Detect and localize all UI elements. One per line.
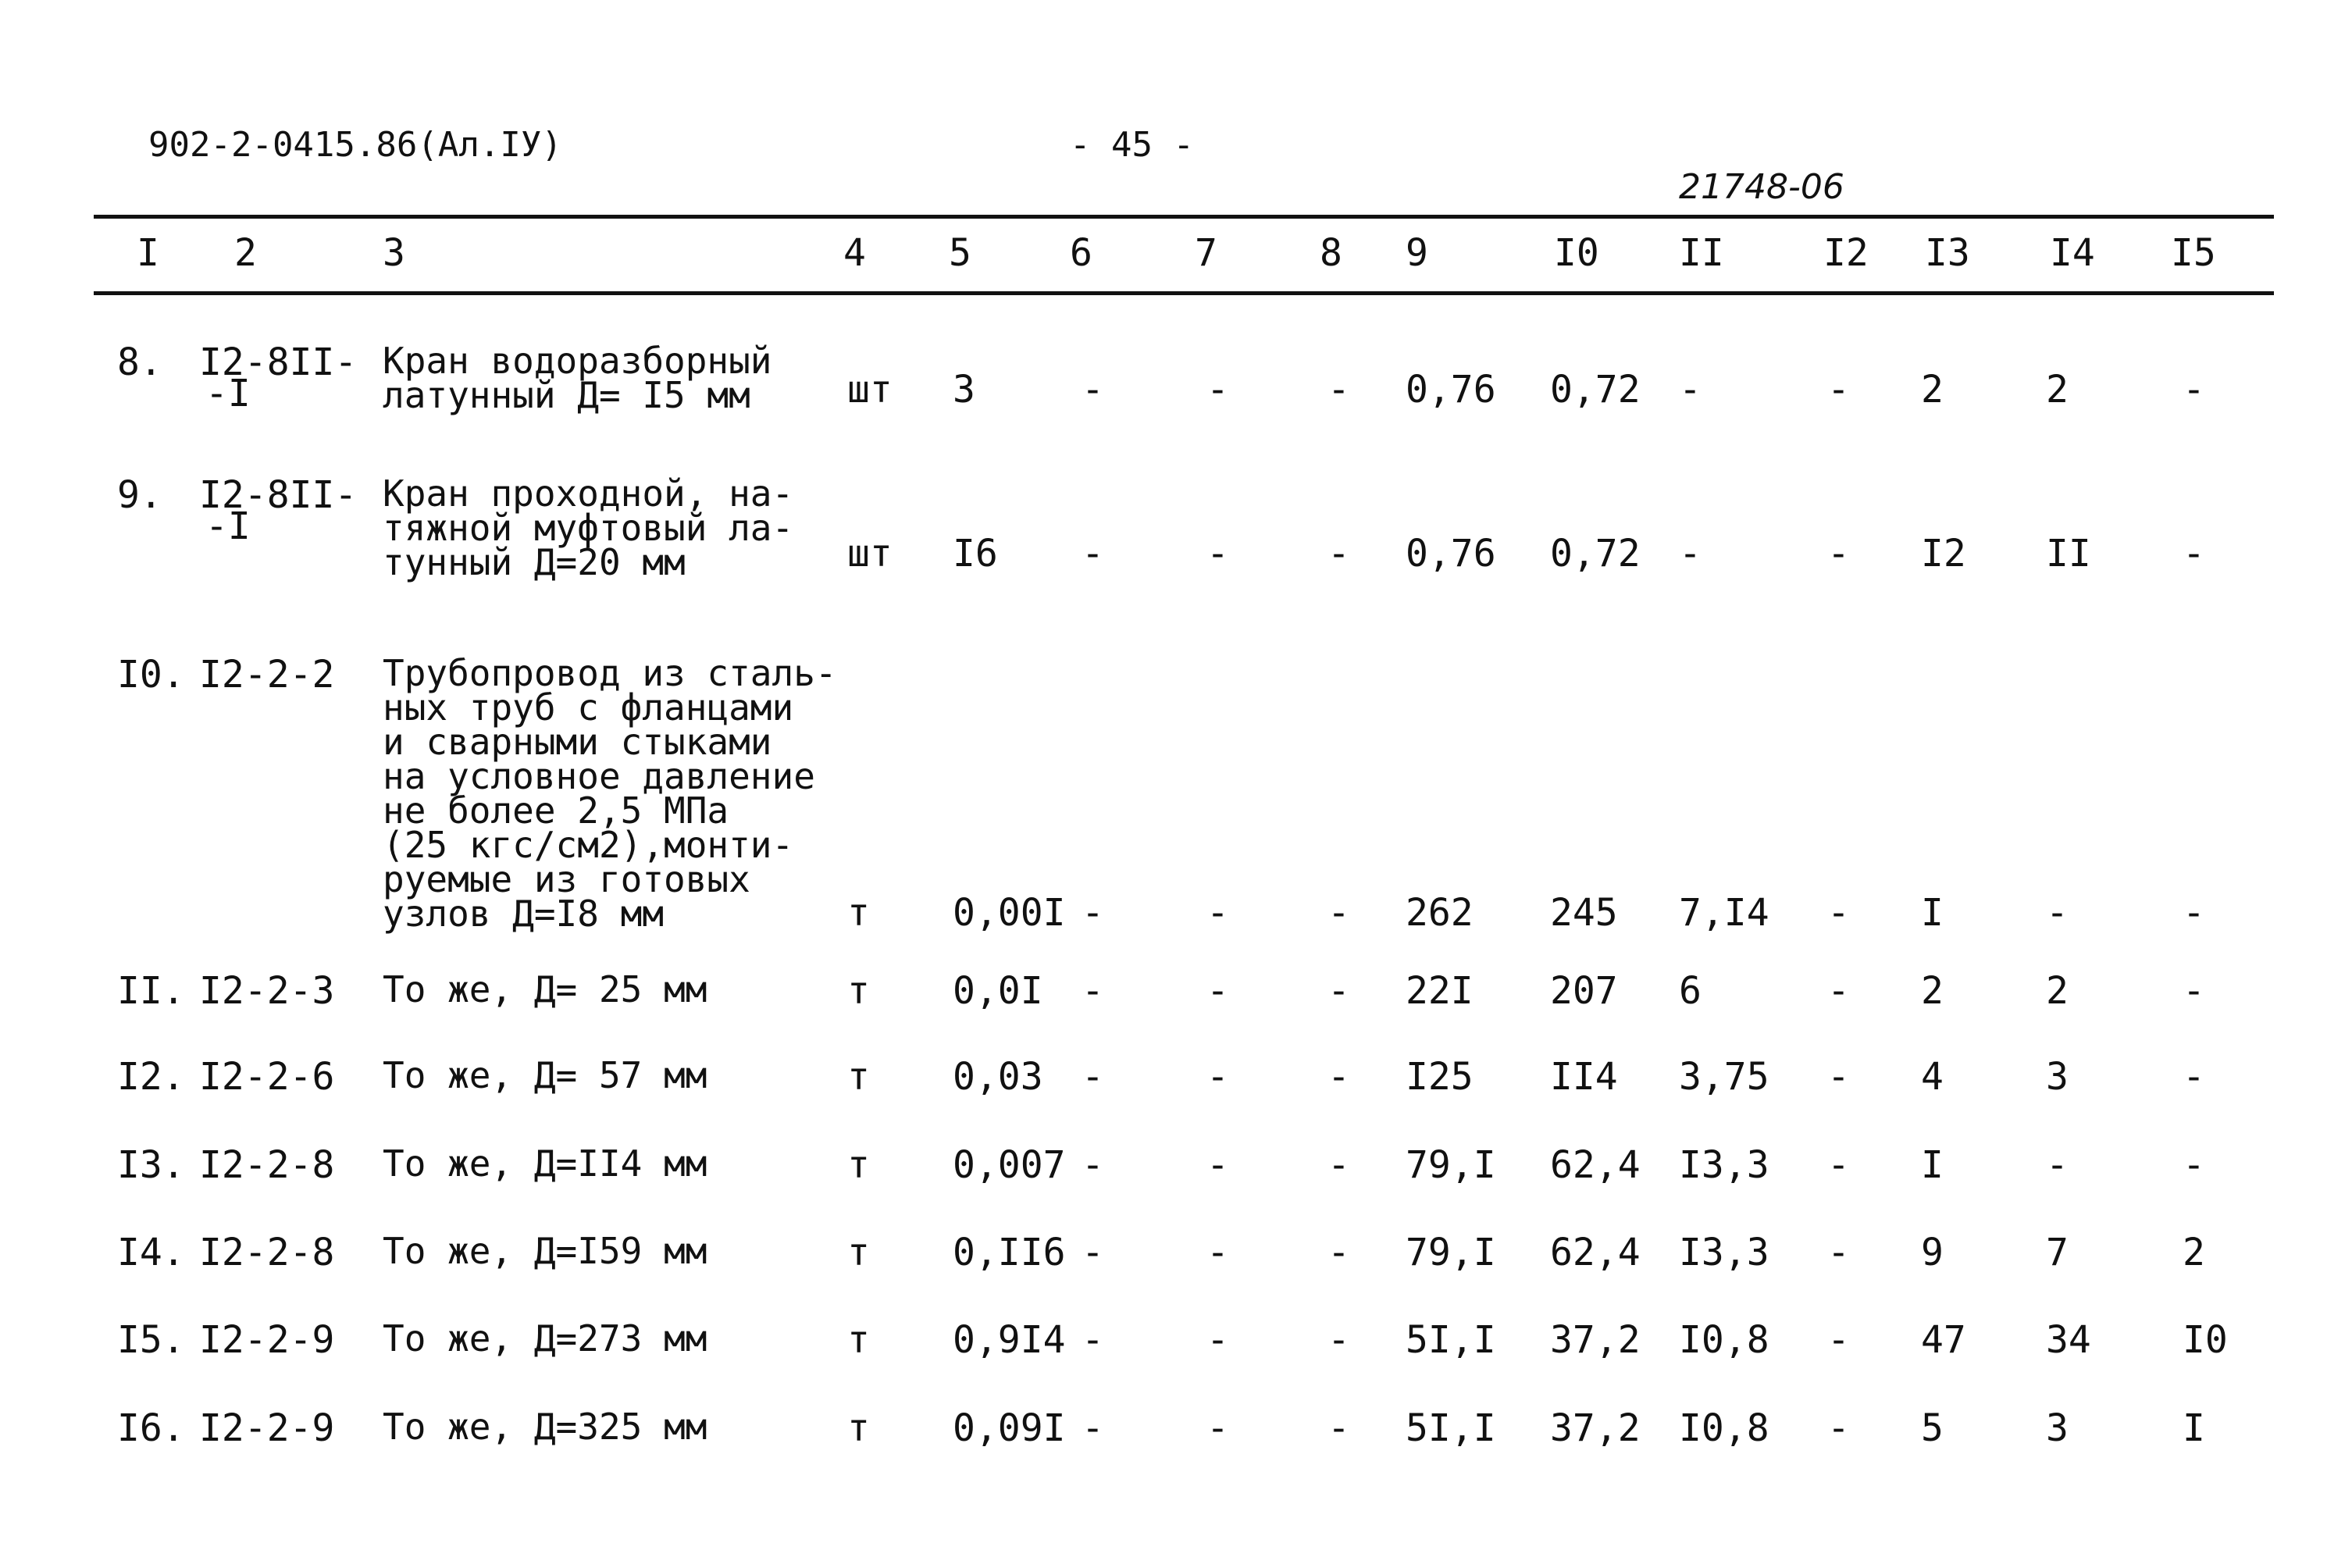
cell-no: 8. <box>117 340 162 384</box>
cell-c9: I25 <box>1406 1055 1474 1099</box>
cell-c5: 0,09I <box>953 1406 1066 1450</box>
cell-code: I2-2-2 <box>199 653 335 697</box>
cell-code: -I <box>205 372 251 415</box>
cell-unit: шт <box>847 368 893 412</box>
cell-desc: То же, Д=273 мм <box>383 1317 707 1360</box>
cell-no: I6. <box>117 1406 185 1450</box>
cell-code: I2-2-9 <box>199 1406 335 1450</box>
cell-c5: 0,03 <box>953 1055 1043 1099</box>
cell-c7: - <box>1206 368 1229 412</box>
cell-c9: 79,I <box>1406 1231 1496 1274</box>
cell-code: I2-8II- <box>199 473 358 517</box>
cell-code: I2-2-9 <box>199 1318 335 1362</box>
cell-desc: То же, Д= 25 мм <box>383 968 707 1010</box>
cell-c10: 62,4 <box>1550 1143 1641 1187</box>
cell-c14: 3 <box>2046 1406 2069 1450</box>
cell-unit: т <box>847 1143 870 1187</box>
cell-c14: - <box>2046 1143 2069 1187</box>
cell-c11: - <box>1679 532 1702 576</box>
cell-c6: - <box>1082 1318 1104 1362</box>
cell-c15: 2 <box>2183 1231 2205 1274</box>
cell-c13: I <box>1921 1143 1944 1187</box>
page-number: - 45 - <box>1070 125 1194 165</box>
cell-c7: - <box>1206 891 1229 935</box>
cell-c5: I6 <box>953 532 998 576</box>
cell-c7: - <box>1206 1406 1229 1450</box>
cell-c15: I <box>2183 1406 2205 1450</box>
cell-code: I2-2-3 <box>199 969 335 1013</box>
cell-c5: 0,9I4 <box>953 1318 1066 1362</box>
cell-c11: I3,3 <box>1679 1231 1769 1274</box>
cell-c12: - <box>1827 1143 1850 1187</box>
cell-c13: 2 <box>1921 368 1944 412</box>
cell-no: II. <box>117 969 185 1013</box>
cell-c9: 5I,I <box>1406 1406 1496 1450</box>
cell-c8: - <box>1327 368 1350 412</box>
cell-c5: 0,00I <box>953 891 1066 935</box>
cell-no: I2. <box>117 1055 185 1099</box>
cell-c6: - <box>1082 1231 1104 1274</box>
cell-c8: - <box>1327 969 1350 1013</box>
cell-c11: I0,8 <box>1679 1318 1769 1362</box>
table-header-rule <box>94 291 2274 295</box>
cell-c7: - <box>1206 1318 1229 1362</box>
cell-c9: 262 <box>1406 891 1474 935</box>
cell-c6: - <box>1082 969 1104 1013</box>
cell-c5: 3 <box>953 368 975 412</box>
cell-unit: т <box>847 891 870 935</box>
cell-c15: - <box>2183 969 2205 1013</box>
cell-c6: - <box>1082 1143 1104 1187</box>
cell-unit: т <box>847 1406 870 1450</box>
cell-c9: 5I,I <box>1406 1318 1496 1362</box>
cell-c6: - <box>1082 368 1104 412</box>
cell-no: I0. <box>117 653 185 697</box>
cell-c5: 0,007 <box>953 1143 1066 1187</box>
cell-c5: 0,0I <box>953 969 1043 1013</box>
cell-unit: шт <box>847 532 893 576</box>
cell-c12: - <box>1827 969 1850 1013</box>
cell-c14: - <box>2046 891 2069 935</box>
column-header-3: 3 <box>383 231 405 275</box>
cell-c6: - <box>1082 1406 1104 1450</box>
document-code: 902-2-0415.86(Ал.IУ) <box>148 125 562 165</box>
cell-c12: - <box>1827 1231 1850 1274</box>
cell-c10: 0,72 <box>1550 368 1641 412</box>
cell-c13: 2 <box>1921 969 1944 1013</box>
cell-c5: 0,II6 <box>953 1231 1066 1274</box>
column-header-7: 7 <box>1195 231 1217 275</box>
cell-c7: - <box>1206 1231 1229 1274</box>
column-header-15: I5 <box>2171 231 2216 275</box>
cell-no: I3. <box>117 1143 185 1187</box>
cell-unit: т <box>847 969 870 1013</box>
cell-c10: 207 <box>1550 969 1618 1013</box>
cell-c10: 62,4 <box>1550 1231 1641 1274</box>
cell-c15: - <box>2183 368 2205 412</box>
cell-c11: 6 <box>1679 969 1702 1013</box>
cell-c12: - <box>1827 1318 1850 1362</box>
cell-c13: 5 <box>1921 1406 1944 1450</box>
cell-c10: 37,2 <box>1550 1406 1641 1450</box>
cell-c14: 34 <box>2046 1318 2091 1362</box>
cell-no: 9. <box>117 473 162 517</box>
cell-c8: - <box>1327 1231 1350 1274</box>
column-header-8: 8 <box>1320 231 1342 275</box>
handwritten-number: 21748-06 <box>1679 167 1844 207</box>
cell-c11: I3,3 <box>1679 1143 1769 1187</box>
cell-c8: - <box>1327 1055 1350 1099</box>
cell-c12: - <box>1827 1406 1850 1450</box>
cell-desc: То же, Д=325 мм <box>383 1406 707 1448</box>
cell-c12: - <box>1827 532 1850 576</box>
cell-c11: - <box>1679 368 1702 412</box>
cell-code: I2-2-8 <box>199 1231 335 1274</box>
column-header-12: I2 <box>1823 231 1869 275</box>
cell-c8: - <box>1327 1318 1350 1362</box>
cell-c7: - <box>1206 1143 1229 1187</box>
column-header-5: 5 <box>949 231 971 275</box>
cell-desc: То же, Д=I59 мм <box>383 1230 707 1272</box>
cell-code: I2-8II- <box>199 340 358 384</box>
cell-c8: - <box>1327 1143 1350 1187</box>
cell-c8: - <box>1327 891 1350 935</box>
column-header-1: I <box>137 231 159 275</box>
cell-c14: 7 <box>2046 1231 2069 1274</box>
cell-c8: - <box>1327 1406 1350 1450</box>
cell-c13: 4 <box>1921 1055 1944 1099</box>
cell-c15: I0 <box>2183 1318 2228 1362</box>
cell-c15: - <box>2183 532 2205 576</box>
column-header-6: 6 <box>1070 231 1092 275</box>
cell-desc: То же, Д=II4 мм <box>383 1142 707 1185</box>
cell-c10: 37,2 <box>1550 1318 1641 1362</box>
table-top-rule <box>94 215 2274 219</box>
cell-c13: 9 <box>1921 1231 1944 1274</box>
column-header-4: 4 <box>843 231 866 275</box>
cell-c11: 3,75 <box>1679 1055 1769 1099</box>
cell-c6: - <box>1082 532 1104 576</box>
cell-c10: 0,72 <box>1550 532 1641 576</box>
cell-c12: - <box>1827 1055 1850 1099</box>
cell-c8: - <box>1327 532 1350 576</box>
cell-c7: - <box>1206 532 1229 576</box>
cell-c14: 3 <box>2046 1055 2069 1099</box>
column-header-14: I4 <box>2050 231 2095 275</box>
column-header-10: I0 <box>1554 231 1599 275</box>
cell-c6: - <box>1082 1055 1104 1099</box>
cell-c9: 79,I <box>1406 1143 1496 1187</box>
cell-c14: II <box>2046 532 2091 576</box>
cell-c6: - <box>1082 891 1104 935</box>
cell-c13: 47 <box>1921 1318 1966 1362</box>
cell-code: I2-2-8 <box>199 1143 335 1187</box>
cell-code: -I <box>205 504 251 548</box>
cell-c14: 2 <box>2046 368 2069 412</box>
cell-c12: - <box>1827 368 1850 412</box>
cell-c9: 22I <box>1406 969 1474 1013</box>
cell-c12: - <box>1827 891 1850 935</box>
column-header-2: 2 <box>234 231 257 275</box>
column-header-11: II <box>1679 231 1724 275</box>
cell-desc: Кран водоразборный латунный Д= I5 мм <box>383 340 772 416</box>
cell-c15: - <box>2183 1055 2205 1099</box>
cell-c7: - <box>1206 1055 1229 1099</box>
cell-c11: I0,8 <box>1679 1406 1769 1450</box>
cell-c15: - <box>2183 1143 2205 1187</box>
cell-c11: 7,I4 <box>1679 891 1769 935</box>
cell-desc: Кран проходной, на- тяжной муфтовый ла- тунный Д=20 мм <box>383 472 794 583</box>
cell-c10: 245 <box>1550 891 1618 935</box>
cell-c14: 2 <box>2046 969 2069 1013</box>
cell-desc: То же, Д= 57 мм <box>383 1054 707 1096</box>
cell-c15: - <box>2183 891 2205 935</box>
cell-c9: 0,76 <box>1406 532 1496 576</box>
column-header-13: I3 <box>1925 231 1970 275</box>
cell-unit: т <box>847 1318 870 1362</box>
cell-unit: т <box>847 1231 870 1274</box>
cell-c7: - <box>1206 969 1229 1013</box>
cell-code: I2-2-6 <box>199 1055 335 1099</box>
column-header-9: 9 <box>1406 231 1428 275</box>
cell-no: I5. <box>117 1318 185 1362</box>
cell-no: I4. <box>117 1231 185 1274</box>
cell-c13: I <box>1921 891 1944 935</box>
cell-unit: т <box>847 1055 870 1099</box>
cell-c9: 0,76 <box>1406 368 1496 412</box>
cell-c13: I2 <box>1921 532 1966 576</box>
cell-c10: II4 <box>1550 1055 1618 1099</box>
cell-desc: Трубопровод из сталь- ных труб с фланцами и сварными стыками на условное давление не более 2,5 МПа (25 кгс/см2),монти- руемые из готовых узлов Д=I8 мм <box>383 652 837 935</box>
